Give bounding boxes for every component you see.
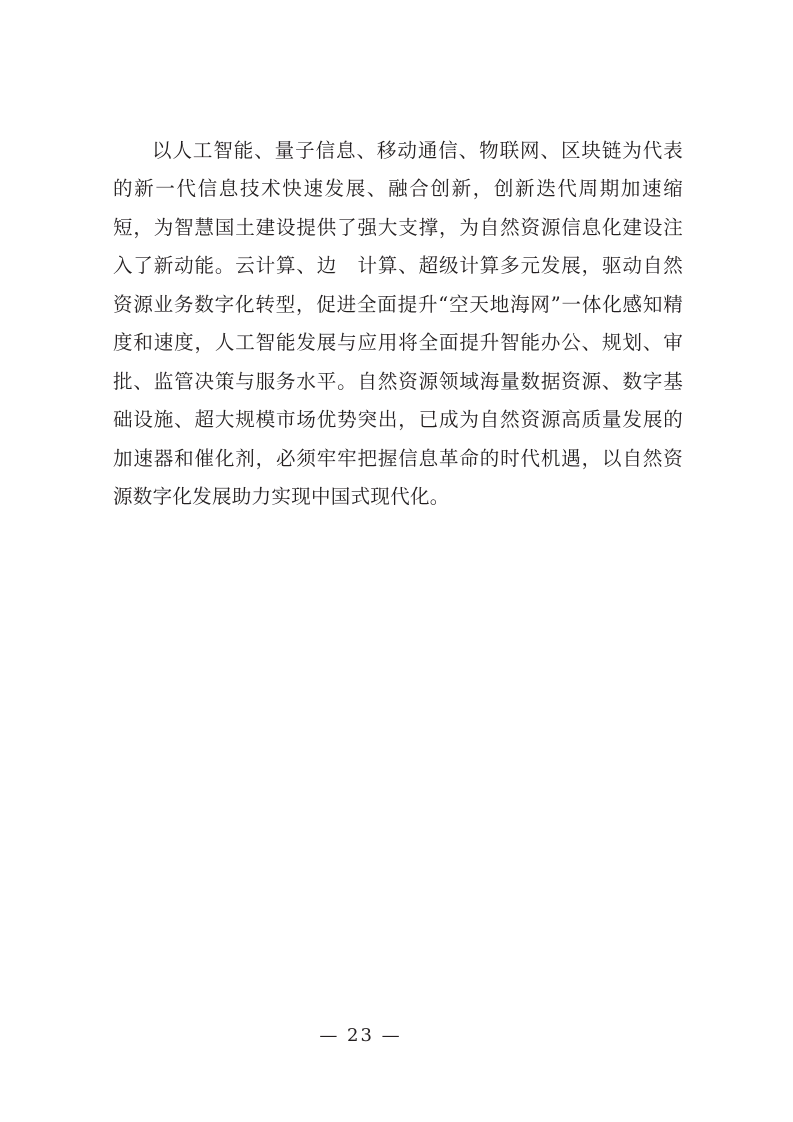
body-paragraph: 以人工智能、量子信息、移动通信、物联网、区块链为代表的新一代信息技术快速发展、融合创新，创新迭代周期加速缩短，为智慧国土建设提供了强大支撑，为自然资源信息化建设注入了新动能。云计算、边 计算、超级计算多元发展，驱动自然资源业务数字化转型，促进全面提升“空天地海网”一体化感知精度和速度，人工智能发展与应用将全面提升智能办公、规划、审批、监管决策与服务水平。自然资源领域海量数据资源、数字基础设施、超大规模市场优势突出，已成为自然资源高质量发展的加速器和催化剂，必须牢牢把握信息革命的时代机遇，以自然资源数字化发展助力实现中国式现代化。 <box>113 138 683 508</box>
page-number: — 23 — <box>319 1025 402 1046</box>
